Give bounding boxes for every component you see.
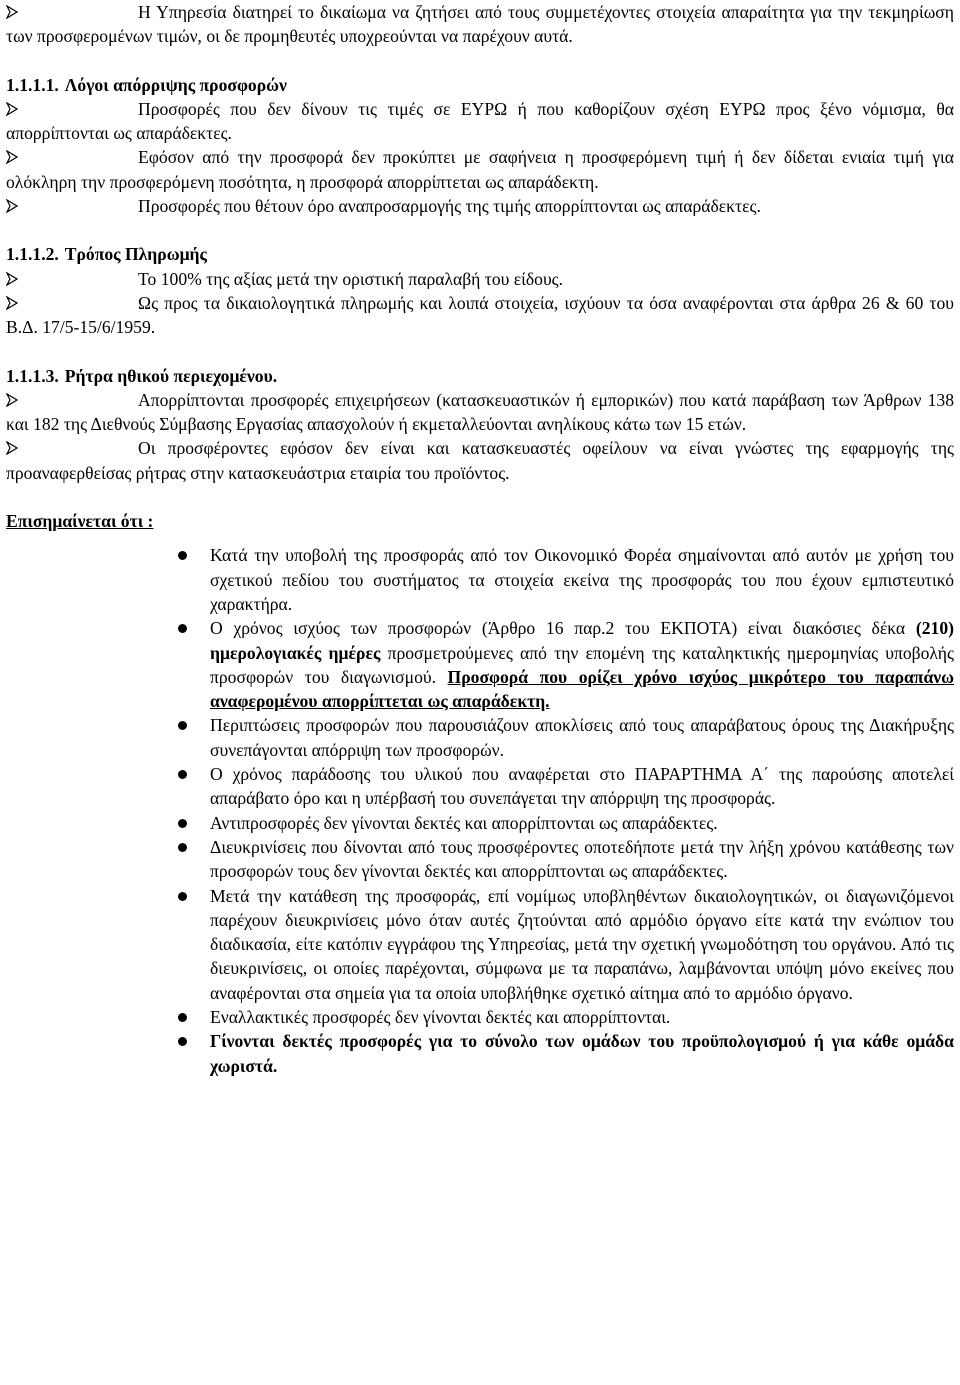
list-item xyxy=(6,436,954,485)
section-heading xyxy=(6,364,954,388)
arrow-bullet-icon xyxy=(6,145,26,170)
section-heading xyxy=(6,242,954,266)
item-text: Εφόσον από την προσφορά δεν προκύπτει με σαφήνεια η προσφερόμενη τιμή ή δεν δίδεται ενιαία τιμή για ολόκληρη την προσφερόμενη ποσότητα, η προσφορά απορρίπτεται ως απαράδεκτη. xyxy=(6,147,954,192)
item-text: Η Υπηρεσία διατηρεί το δικαίωμα να ζητήσει από τους συμμετέχοντες στοιχεία απαραίτητα για την τεκμηρίωση των προσφερομένων τιμών, οι δε προμηθευτές υποχρεούνται να παρέχουν αυτά. xyxy=(6,2,954,47)
item-text: Προσφορές που θέτουν όρο αναπροσαρμογής της τιμής απορρίπτονται ως απαράδεκτες. xyxy=(138,196,761,217)
list-item xyxy=(6,145,954,194)
section-title: Ρήτρα ηθικού περιεχομένου. xyxy=(64,365,278,386)
list-item xyxy=(6,762,954,811)
list-item xyxy=(6,835,954,884)
section-number: 1.1.1.2. xyxy=(6,244,59,265)
bullet-dot-icon xyxy=(178,1013,187,1022)
section-title: Τρόπος Πληρωμής xyxy=(64,244,207,265)
list-item xyxy=(6,388,954,437)
item-text: Ο χρόνος ισχύος των προσφορών (Άρθρο 16 παρ.2 του ΕΚΠΟΤΑ) είναι διακόσιες δέκα xyxy=(210,618,916,639)
item-text: Το 100% της αξίας μετά την οριστική παραλαβή του είδους. xyxy=(138,268,564,289)
list-item xyxy=(6,267,954,291)
arrow-bullet-icon xyxy=(6,194,26,219)
bullet-dot-icon xyxy=(178,624,187,633)
bullet-dot-icon xyxy=(178,819,187,828)
bullet-dot-icon xyxy=(178,1037,187,1046)
item-text: Εναλλακτικές προσφορές δεν γίνονται δεκτές και απορρίπτονται. xyxy=(210,1006,671,1027)
item-text: Κατά την υποβολή της προσφοράς από τον Οικονομικό Φορέα σημαίνονται από αυτόν με χρήση του σχετικού πεδίου του συστήματος τα στοιχεία εκείνα της προσφοράς του που έχουν εμπιστευτικό χαρακτήρα. xyxy=(210,545,954,614)
section-number: 1.1.1.3. xyxy=(6,365,59,386)
item-text-bold-underlined: Προσφορά που ορίζει χρόνο ισχύος μικρότερο του παραπάνω αναφερομένου απορρίπτεται ως απαράδεκτη. xyxy=(210,666,954,712)
bullet-dot-icon xyxy=(178,843,187,852)
list-item xyxy=(6,291,954,340)
list-item xyxy=(6,884,954,1005)
item-text: Οι προσφέροντες εφόσον δεν είναι και κατασκευαστές οφείλουν να είναι γνώστες της εφαρμογής της προαναφερθείσας ρήτρας στην κατασκευάστρια εταιρία του προϊόντος. xyxy=(6,438,954,483)
item-text: Ο χρόνος παράδοσης του υλικού που αναφέρεται στο ΠΑΡΑΡΤΗΜΑ Α΄ της παρούσης αποτελεί απαράβατο όρο και η υπέρβασή του συνεπάγεται την απόρριψη της προσφοράς. xyxy=(210,764,954,809)
list-item xyxy=(6,713,954,762)
arrow-bullet-icon xyxy=(6,97,26,122)
item-text: Διευκρινίσεις που δίνονται από τους προσφέροντες οποτεδήποτε μετά την λήξη χρόνου κατάθεσης των προσφορών τους δεν γίνονται δεκτές και απορρίπτονται ως απαράδεκτες. xyxy=(210,836,954,882)
notes-title: Επισημαίνεται ότι : xyxy=(6,511,154,532)
arrow-bullet-icon xyxy=(6,0,26,25)
item-text: Ως προς τα δικαιολογητικά πληρωμής και λοιπά στοιχεία, ισχύουν τα όσα αναφέρονται στα άρθρα 26 & 60 του Β.Δ. 17/5-15/6/1959. xyxy=(6,292,954,338)
item-text: Μετά την κατάθεση της προσφοράς, επί νομίμως υποβληθέντων δικαιολογητικών, οι διαγωνιζόμενοι παρέχουν διευκρινίσεις μόνο όταν αυτές ζητούνται από αρμόδιο όργανο είτε κατά την ενώπιον του διαδικασία, είτε κατόπιν εγγράφου της Υπηρεσίας, μετά την σχετική γνωμοδότηση του οργάνου. Από τις διευκρινίσεις, οι οποίες παρέχονται, σύμφωνα με τα παραπάνω, λαμβάνονται υπόψη μόνο εκείνες που αναφέρονται στα σημεία για τα οποία υποβλήθηκε σχετικό αίτημα από το αρμόδιο όργανο. xyxy=(210,885,954,1003)
item-text: Προσφορές που δεν δίνουν τις τιμές σε ΕΥΡΩ ή που καθορίζουν σχέση ΕΥΡΩ προς ξένο νόμισμα, θα απορρίπτονται ως απαράδεκτες. xyxy=(6,98,954,144)
bullet-dot-icon xyxy=(178,770,187,779)
arrow-bullet-icon xyxy=(6,291,26,316)
bullet-dot-icon xyxy=(178,551,187,560)
arrow-bullet-icon xyxy=(6,267,26,292)
list-item xyxy=(6,0,954,49)
list-item xyxy=(6,97,954,146)
list-item xyxy=(6,811,954,835)
list-item xyxy=(6,616,954,713)
section-title: Λόγοι απόρριψης προσφορών xyxy=(64,74,287,95)
item-text: Απορρίπτονται προσφορές επιχειρήσεων (κατασκευαστικών ή εμπορικών) που κατά παράβαση των Άρθρων 138 και 182 της Διεθνούς Σύμβασης Εργασίας απασχολούν ή εκμεταλλεύονται ανηλίκους κάτω των 15 ετών. xyxy=(6,389,954,435)
item-text-bold: (210) ημερολογιακές ημέρες xyxy=(210,618,954,663)
arrow-bullet-icon xyxy=(6,388,26,413)
arrow-bullet-icon xyxy=(6,436,26,461)
bullet-dot-icon xyxy=(178,892,187,901)
item-text: Αντιπροσφορές δεν γίνονται δεκτές και απορρίπτονται ως απαράδεκτες. xyxy=(210,812,718,833)
list-item xyxy=(6,1029,954,1078)
bullet-dot-icon xyxy=(178,721,187,730)
list-item xyxy=(6,543,954,616)
section-number: 1.1.1.1. xyxy=(6,74,59,95)
list-item xyxy=(6,194,954,218)
list-item xyxy=(6,1005,954,1029)
section-heading xyxy=(6,73,954,97)
item-text-bold: Γίνονται δεκτές προσφορές για το σύνολο των ομάδων του προϋπολογισμού ή για κάθε ομάδα χωριστά. xyxy=(210,1031,954,1076)
item-text: Περιπτώσεις προσφορών που παρουσιάζουν αποκλίσεις από τους απαράβατους όρους της Διακήρυξης συνεπάγονται απόρριψη των προσφορών. xyxy=(210,715,954,760)
item-text: προσμετρούμενες από την επομένη της καταληκτικής ημερομηνίας υποβολής προσφορών του διαγωνισμού. xyxy=(210,642,954,687)
